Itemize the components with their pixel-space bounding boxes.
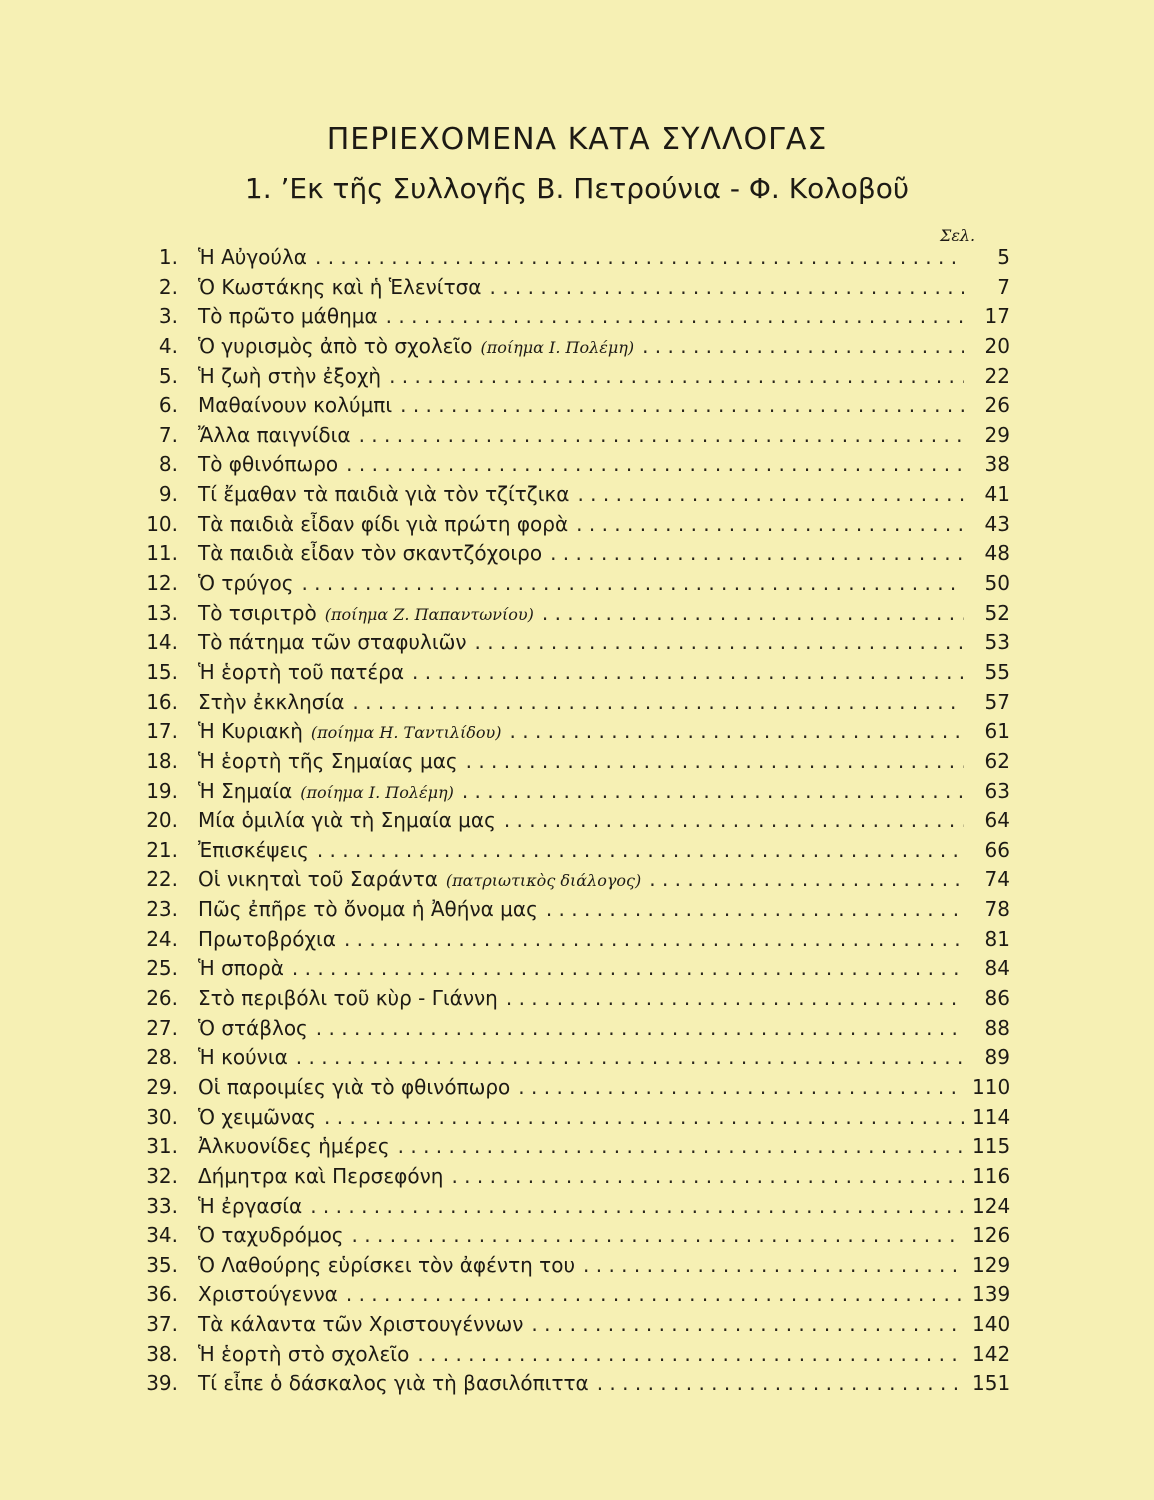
entry-page-number: 48 (984, 541, 1010, 566)
entry-title: Πρωτοβρόχια (198, 926, 336, 951)
toc-entry (140, 630, 1010, 660)
dot-leader (518, 1075, 964, 1099)
entry-number: 20. (146, 808, 178, 833)
toc-entry (140, 1164, 1010, 1194)
entry-page-number: 86 (984, 986, 1010, 1011)
entry-page-number: 7 (997, 274, 1010, 299)
entry-title: Ἐπισκέψεις (198, 837, 309, 862)
entry-page-number: 88 (984, 1015, 1010, 1040)
entry-page-number: 110 (972, 1074, 1011, 1099)
entry-title: Χριστούγεννα (198, 1282, 338, 1307)
entry-page-number: 63 (984, 778, 1010, 803)
toc-entry (140, 1371, 1010, 1401)
entry-number: 7. (158, 422, 178, 447)
entry-title: Πῶς ἐπῆρε τὸ ὄνομα ἡ Ἀθήνα μας (198, 897, 538, 922)
entry-page-number: 50 (984, 571, 1010, 596)
dot-leader (510, 719, 964, 743)
entry-title: Τὸ φθινόπωρο (198, 452, 339, 477)
entry-page-number: 81 (984, 926, 1010, 951)
entry-page-number: 29 (984, 422, 1010, 447)
entry-number: 31. (146, 1134, 178, 1159)
entry-page-number: 116 (972, 1163, 1011, 1188)
entry-page-number: 89 (984, 1045, 1010, 1070)
entry-title: Ἡ σπορὰ (198, 956, 284, 981)
dot-leader (649, 867, 964, 891)
toc-entry (140, 719, 1010, 749)
toc-entry (140, 867, 1010, 897)
dot-leader (346, 452, 964, 476)
dot-leader (324, 1105, 964, 1129)
entry-title: Οἱ παροιμίες γιὰ τὸ φθινόπωρο (198, 1074, 511, 1099)
toc-entry (140, 690, 1010, 720)
entry-title: Ἡ ἑορτὴ τῆς Σημαίας μας (198, 748, 458, 773)
dot-leader (417, 1342, 964, 1366)
entry-title: Τὸ πάτημα τῶν σταφυλιῶν (198, 630, 467, 655)
dot-leader (642, 334, 964, 358)
dot-leader (577, 482, 964, 506)
entry-page-number: 151 (972, 1371, 1011, 1396)
entry-number: 17. (146, 719, 178, 744)
entry-number: 4. (158, 333, 178, 358)
entry-page-number: 74 (984, 867, 1010, 892)
entry-note: (πατριωτικὸς διάλογος) (445, 871, 642, 891)
entry-page-number: 64 (984, 808, 1010, 833)
dot-leader (546, 897, 964, 921)
entry-page-number: 124 (972, 1193, 1011, 1218)
entry-title: Τί εἶπε ὁ δάσκαλος γιὰ τὴ βασιλόπιττα (198, 1371, 589, 1396)
entry-page-number: 84 (984, 956, 1010, 981)
entry-title: Ἡ ἐργασία (198, 1193, 303, 1218)
entry-number: 18. (146, 748, 178, 773)
entry-page-number: 62 (984, 748, 1010, 773)
dot-leader (506, 986, 964, 1010)
entry-number: 24. (146, 926, 178, 951)
dot-leader (346, 1282, 964, 1306)
dot-leader (489, 275, 964, 299)
toc-entry (140, 897, 1010, 927)
entry-title: Ἡ Αὐγούλα (198, 245, 307, 269)
entry-number: 22. (146, 867, 178, 892)
entry-number: 36. (146, 1282, 178, 1307)
entry-title: Ἄλλα παιγνίδια (198, 422, 351, 447)
entry-page-number: 20 (984, 333, 1010, 358)
entry-number: 16. (146, 689, 178, 714)
entry-title: Ὁ χειμῶνας (198, 1104, 317, 1129)
page-column-header: Σελ. (940, 226, 976, 245)
dot-leader (550, 541, 964, 565)
toc-entry (140, 660, 1010, 690)
entry-number: 6. (158, 393, 178, 418)
entry-number: 33. (146, 1193, 178, 1218)
toc-entry (140, 1223, 1010, 1253)
entry-number: 30. (146, 1104, 178, 1129)
entry-title: Μία ὁμιλία γιὰ τὴ Σημαία μας (198, 808, 496, 833)
toc-entry (140, 986, 1010, 1016)
entry-title: Ὁ τρύγος (198, 571, 294, 596)
entry-title: Τί ἔμαθαν τὰ παιδιὰ γιὰ τὸν τζίτζικα (198, 482, 570, 507)
toc-entry (140, 245, 1010, 275)
toc-entry (140, 927, 1010, 957)
entry-number: 5. (158, 363, 178, 388)
entry-title: Δήμητρα καὶ Περσεφόνη (198, 1163, 444, 1188)
entry-number: 34. (146, 1223, 178, 1248)
entry-number: 10. (146, 511, 178, 536)
entry-number: 3. (158, 304, 178, 329)
entry-page-number: 140 (972, 1312, 1011, 1337)
dot-leader (352, 1223, 964, 1247)
toc-entry (140, 1282, 1010, 1312)
entry-number: 21. (146, 837, 178, 862)
entry-title: Ἡ Κυριακὴ (198, 719, 303, 744)
entry-number: 26. (146, 986, 178, 1011)
entry-title: Ἡ ἑορτὴ τοῦ πατέρα (198, 659, 405, 684)
entry-number: 27. (146, 1015, 178, 1040)
entry-title: Ὁ Λαθούρης εὑρίσκει τὸν ἀφέντη του (198, 1252, 576, 1277)
dot-leader (412, 660, 964, 684)
dot-leader (317, 838, 964, 862)
entry-number: 29. (146, 1074, 178, 1099)
entry-note: (ποίημα Ι. Πολέμη) (300, 782, 454, 802)
dot-leader (296, 1045, 964, 1069)
dot-leader (531, 1312, 964, 1336)
toc-entry (140, 838, 1010, 868)
toc-entry (140, 808, 1010, 838)
dot-leader (466, 749, 964, 773)
toc-entry (140, 779, 1010, 809)
entry-title: Ἡ κούνια (198, 1045, 288, 1070)
entry-number: 14. (146, 630, 178, 655)
entry-number: 2. (158, 274, 178, 299)
entry-title: Ἡ Σημαία (198, 778, 293, 803)
toc-entry (140, 364, 1010, 394)
entry-page-number: 43 (984, 511, 1010, 536)
entry-title: Ὁ Κωστάκης καὶ ἡ Ἑλενίτσα (198, 274, 482, 299)
entry-title: Τὸ πρῶτο μάθημα (198, 304, 378, 329)
entry-number: 23. (146, 897, 178, 922)
entry-title: Οἱ νικηταὶ τοῦ Σαράντα (198, 867, 438, 892)
entry-number: 9. (158, 482, 178, 507)
entry-page-number: 38 (984, 452, 1010, 477)
entry-title: Ὁ ταχυδρόμος (198, 1223, 344, 1248)
toc-entry (140, 1194, 1010, 1224)
dot-leader (398, 1134, 964, 1158)
entry-title: Ἡ ἑορτὴ στὸ σχολεῖο (198, 1341, 410, 1366)
dot-leader (451, 1164, 964, 1188)
entry-title: Τὰ κάλαντα τῶν Χριστουγέννων (198, 1312, 524, 1337)
entry-page-number: 115 (972, 1134, 1011, 1159)
entry-title: Στὴν ἐκκλησία (198, 689, 345, 714)
entry-page-number: 53 (984, 630, 1010, 655)
toc-entry (140, 334, 1010, 364)
entry-number: 38. (146, 1341, 178, 1366)
entry-number: 39. (146, 1371, 178, 1396)
toc-entry (140, 1342, 1010, 1372)
table-of-contents (140, 245, 1010, 1401)
entry-number: 32. (146, 1163, 178, 1188)
dot-leader (389, 364, 964, 388)
entry-title: Ἡ ζωὴ στὴν ἐξοχὴ (198, 363, 382, 388)
entry-page-number: 142 (972, 1341, 1011, 1366)
toc-entry (140, 512, 1010, 542)
entry-page-number: 114 (972, 1104, 1011, 1129)
toc-entry (140, 304, 1010, 334)
dot-leader (352, 690, 964, 714)
dot-leader (504, 808, 964, 832)
toc-entry (140, 1312, 1010, 1342)
entry-page-number: 66 (984, 837, 1010, 862)
toc-entry (140, 1045, 1010, 1075)
entry-page-number: 126 (972, 1223, 1011, 1248)
dot-leader (583, 1253, 964, 1277)
entry-page-number: 139 (972, 1282, 1011, 1307)
entry-title: Τὸ τσιριτρὸ (198, 600, 317, 625)
dot-leader (315, 245, 964, 269)
dot-leader (462, 779, 964, 803)
entry-note: (ποίημα Η. Ταντιλίδου) (310, 723, 502, 743)
toc-entry (140, 482, 1010, 512)
entry-page-number: 41 (984, 482, 1010, 507)
entry-number: 28. (146, 1045, 178, 1070)
toc-entry (140, 601, 1010, 631)
entry-note: (ποίημα Ζ. Παπαντωνίου) (324, 604, 534, 624)
page-title: ΠΕΡΙΕΧΟΜΕΝΑ ΚΑΤΑ ΣΥΛΛΟΓΑΣ (326, 122, 828, 157)
dot-leader (542, 601, 964, 625)
entry-title: Ὁ στάβλος (198, 1015, 308, 1040)
entry-number: 15. (146, 659, 178, 684)
dot-leader (386, 304, 964, 328)
entry-page-number: 57 (984, 689, 1010, 714)
entry-page-number: 129 (972, 1252, 1011, 1277)
toc-entry (140, 423, 1010, 453)
entry-title: Ἀλκυονίδες ἡμέρες (198, 1134, 390, 1159)
dot-leader (597, 1371, 964, 1395)
entry-title: Μαθαίνουν κολύμπι (198, 393, 393, 418)
entry-page-number: 17 (984, 304, 1010, 329)
entry-page-number: 55 (984, 659, 1010, 684)
dot-leader (475, 630, 964, 654)
toc-entry (140, 1016, 1010, 1046)
entry-page-number: 78 (984, 897, 1010, 922)
dot-leader (301, 571, 964, 595)
entry-number: 13. (146, 600, 178, 625)
entry-title: Στὸ περιβόλι τοῦ κὺρ - Γιάννη (198, 986, 498, 1011)
toc-entry (140, 1253, 1010, 1283)
dot-leader (316, 1016, 964, 1040)
toc-entry (140, 541, 1010, 571)
entry-number: 35. (146, 1252, 178, 1277)
toc-entry (140, 749, 1010, 779)
dot-leader (400, 393, 964, 417)
dot-leader (292, 956, 964, 980)
entry-number: 8. (158, 452, 178, 477)
entry-page-number: 22 (984, 363, 1010, 388)
dot-leader (310, 1194, 964, 1218)
toc-entry (140, 956, 1010, 986)
entry-page-number: 61 (984, 719, 1010, 744)
toc-entry (140, 1134, 1010, 1164)
entry-number: 12. (146, 571, 178, 596)
dot-leader (344, 927, 964, 951)
dot-leader (359, 423, 964, 447)
entry-note: (ποίημα Ι. Πολέμη) (480, 337, 635, 357)
toc-entry (140, 571, 1010, 601)
toc-entry (140, 1075, 1010, 1105)
toc-entry (140, 393, 1010, 423)
dot-leader (576, 512, 964, 536)
entry-number: 37. (146, 1312, 178, 1337)
entry-page-number: 52 (984, 600, 1010, 625)
entry-page-number: 5 (997, 245, 1010, 269)
toc-entry (140, 275, 1010, 305)
entry-number: 19. (146, 778, 178, 803)
entry-title: Τὰ παιδιὰ εἶδαν τὸν σκαντζόχοιρο (198, 541, 543, 566)
toc-entry (140, 452, 1010, 482)
entry-number: 1. (158, 245, 178, 269)
entry-title: Ὁ γυρισμὸς ἀπὸ τὸ σχολεῖο (198, 333, 473, 358)
collection-subtitle: 1. ’Εκ τῆς Συλλογῆς Β. Πετρούνια - Φ. Κολοβοῦ (244, 172, 910, 205)
entry-page-number: 26 (984, 393, 1010, 418)
entry-number: 11. (146, 541, 178, 566)
toc-entry (140, 1105, 1010, 1135)
entry-number: 25. (146, 956, 178, 981)
entry-title: Τὰ παιδιὰ εἶδαν φίδι γιὰ πρώτη φορὰ (198, 511, 569, 536)
